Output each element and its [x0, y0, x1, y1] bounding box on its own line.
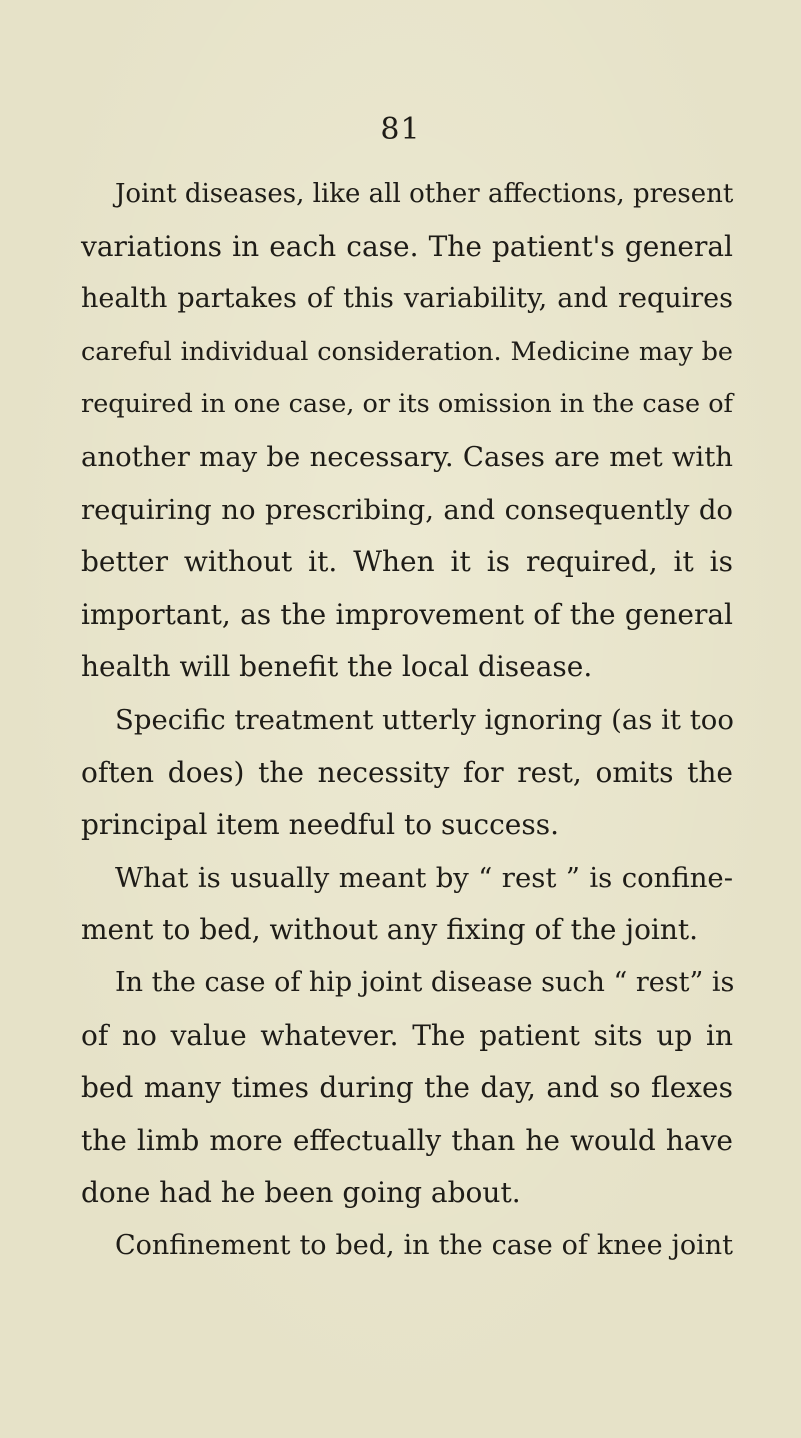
text-line: variations in each case. The patient's general [81, 229, 733, 263]
text-line: done had he been going about. [81, 1176, 521, 1210]
text-line: Specific treatment utterly ignoring (as it too [115, 703, 734, 736]
text-line: health will benefit the local disease. [81, 650, 593, 684]
text-line: careful individual consideration. Medicine may be [81, 336, 733, 367]
text-line: of no value whatever. The patient sits up in [81, 1018, 733, 1052]
text-line: another may be necessary. Cases are met with [81, 440, 733, 473]
text-line: health partakes of this variability, and requires [81, 283, 733, 315]
page-number: 81 [380, 112, 421, 147]
text-line: principal item needful to success. [81, 808, 559, 842]
text-line: the limb more effectually than he would have [81, 1123, 733, 1157]
text-line: What is usually meant by “ rest ” is confine- [115, 861, 733, 894]
text-line: requiring no prescribing, and consequently do [81, 493, 733, 526]
text-line: required in one case, or its omission in the case of [81, 389, 733, 420]
text-line: ment to bed, without any fixing of the joint. [81, 913, 699, 947]
text-line: important, as the improvement of the general [81, 597, 733, 631]
text-line: better without it. When it is required, it is [81, 545, 733, 579]
text-line: Joint diseases, like all other affections, present [115, 179, 734, 209]
text-line: bed many times during the day, and so flexes [81, 1071, 733, 1105]
body-text [81, 168, 733, 1272]
text-line: In the case of hip joint disease such “ rest” is [115, 966, 735, 998]
text-line: Confinement to bed, in the case of knee joint [115, 1229, 733, 1261]
text-line: often does) the necessity for rest, omits the [81, 755, 733, 789]
